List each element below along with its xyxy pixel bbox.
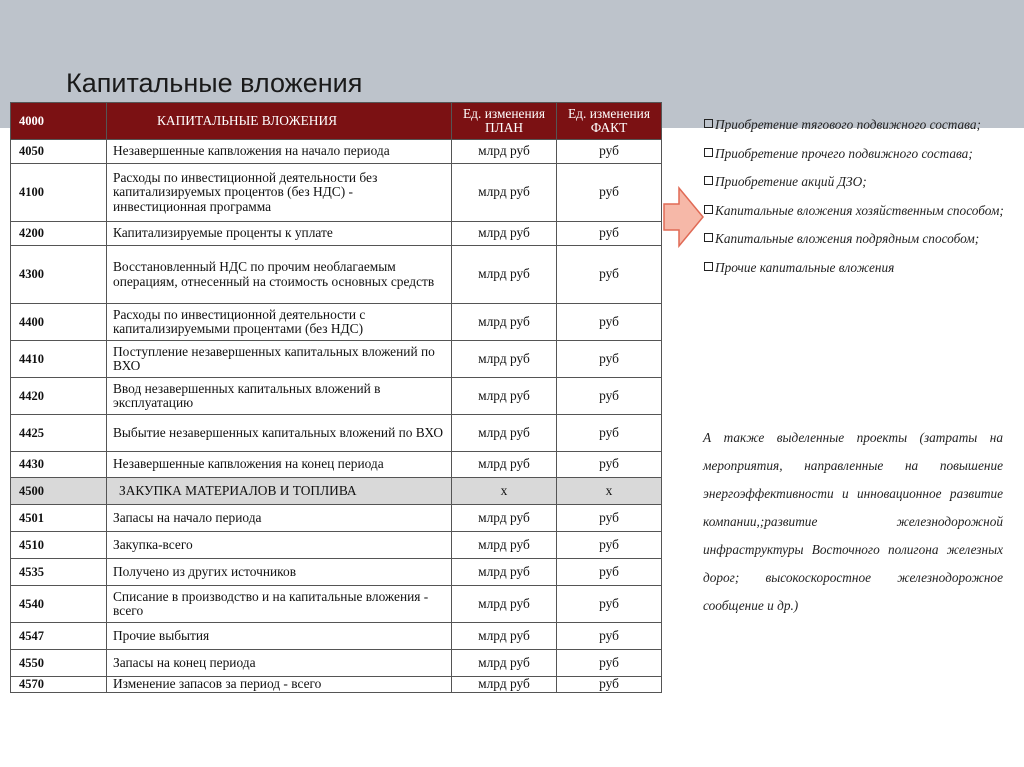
row-unit-plan: млрд руб xyxy=(452,623,557,650)
side-note: А также выделенные проекты (затраты на мероприятия, направленные на повышение энергоэффективности и инновационное развитие компании,;развитие железнодорожной инфраструктуры Восточного полигона железных дорог; высокоскоростное железнодорожное сообщение и др.) xyxy=(703,430,1003,613)
row-unit-fact: руб xyxy=(557,222,662,246)
row-name: Поступление незавершенных капитальных вложений по ВХО xyxy=(107,341,452,378)
row-code: 4400 xyxy=(11,304,107,341)
row-unit-plan: млрд руб xyxy=(452,222,557,246)
row-unit-fact: руб xyxy=(557,505,662,532)
table-row xyxy=(11,452,662,478)
table-row xyxy=(11,164,662,222)
row-unit-plan: млрд руб xyxy=(452,505,557,532)
row-code: 4500 xyxy=(11,478,107,505)
row-unit-fact: руб xyxy=(557,341,662,378)
table-row xyxy=(11,505,662,532)
row-unit-plan: млрд руб xyxy=(452,164,557,222)
row-code: 4420 xyxy=(11,378,107,415)
row-code: 4410 xyxy=(11,341,107,378)
header-name: КАПИТАЛЬНЫЕ ВЛОЖЕНИЯ xyxy=(107,103,452,140)
row-unit-plan: млрд руб xyxy=(452,415,557,452)
table-row xyxy=(11,650,662,677)
table-row xyxy=(11,677,662,693)
row-unit-fact: руб xyxy=(557,586,662,623)
row-unit-plan: млрд руб xyxy=(452,304,557,341)
side-list-item xyxy=(704,225,1004,254)
row-name: Изменение запасов за период - всего xyxy=(107,677,452,693)
checkbox-bullet-icon xyxy=(704,205,713,214)
side-list-text: Приобретение тягового подвижного состава; xyxy=(715,117,981,132)
checkbox-bullet-icon xyxy=(704,119,713,128)
table-row xyxy=(11,415,662,452)
side-list-item xyxy=(704,111,1004,140)
row-code: 4425 xyxy=(11,415,107,452)
checkbox-bullet-icon xyxy=(704,176,713,185)
row-unit-plan: млрд руб xyxy=(452,650,557,677)
row-code: 4535 xyxy=(11,559,107,586)
capex-categories-list xyxy=(704,111,1004,283)
row-name: Прочие выбытия xyxy=(107,623,452,650)
page-title: Капитальные вложения xyxy=(66,68,363,98)
capex-table xyxy=(10,102,662,693)
side-list-text: Приобретение прочего подвижного состава; xyxy=(715,145,973,161)
row-name: Списание в производство и на капитальные вложения - всего xyxy=(107,586,452,623)
row-unit-fact: руб xyxy=(557,532,662,559)
row-unit-fact: руб xyxy=(557,378,662,415)
row-unit-plan: млрд руб xyxy=(452,677,557,693)
row-unit-fact: руб xyxy=(557,559,662,586)
row-name: Незавершенные капвложения на начало периода xyxy=(107,140,452,164)
row-unit-plan: млрд руб xyxy=(452,559,557,586)
row-unit-plan: х xyxy=(452,478,557,505)
row-code: 4550 xyxy=(11,650,107,677)
row-unit-fact: руб xyxy=(557,164,662,222)
side-list-text: Прочие капитальные вложения xyxy=(715,259,895,275)
row-unit-fact: руб xyxy=(557,650,662,677)
row-code: 4050 xyxy=(11,140,107,164)
row-unit-plan: млрд руб xyxy=(452,532,557,559)
row-unit-fact: руб xyxy=(557,304,662,341)
row-code: 4570 xyxy=(11,677,107,693)
header-unit-fact: Ед. изменения ФАКТ xyxy=(557,103,662,140)
table-row xyxy=(11,623,662,650)
table-row xyxy=(11,559,662,586)
row-unit-plan: млрд руб xyxy=(452,140,557,164)
row-name: Капитализируемые проценты к уплате xyxy=(107,222,452,246)
table-row xyxy=(11,246,662,304)
row-unit-plan: млрд руб xyxy=(452,341,557,378)
row-name: Закупка-всего xyxy=(107,532,452,559)
table-row xyxy=(11,586,662,623)
row-unit-fact: х xyxy=(557,478,662,505)
checkbox-bullet-icon xyxy=(704,262,713,271)
row-unit-fact: руб xyxy=(557,246,662,304)
row-code: 4501 xyxy=(11,505,107,532)
row-unit-plan: млрд руб xyxy=(452,586,557,623)
side-list-text: Капитальные вложения хозяйственным способом; xyxy=(715,202,1004,218)
row-code: 4510 xyxy=(11,532,107,559)
row-code: 4200 xyxy=(11,222,107,246)
row-code: 4540 xyxy=(11,586,107,623)
table-row xyxy=(11,222,662,246)
side-list-item xyxy=(704,140,1004,169)
header-code: 4000 xyxy=(11,103,107,140)
table-row xyxy=(11,140,662,164)
row-code: 4547 xyxy=(11,623,107,650)
row-code: 4100 xyxy=(11,164,107,222)
row-name: Расходы по инвестиционной деятельности с капитализируемыми процентами (без НДС) xyxy=(107,304,452,341)
table-header-row xyxy=(11,103,662,140)
row-unit-fact: руб xyxy=(557,623,662,650)
row-unit-plan: млрд руб xyxy=(452,452,557,478)
side-list-item xyxy=(704,254,1004,283)
side-list-text: Капитальные вложения подрядным способом; xyxy=(715,231,980,247)
row-code: 4430 xyxy=(11,452,107,478)
row-name: Восстановленный НДС по прочим необлагаемым операциям, отнесенный на стоимость основных средств xyxy=(107,246,452,304)
side-list-text: Приобретение акций ДЗО; xyxy=(715,174,867,190)
row-name: Выбытие незавершенных капитальных вложений по ВХО xyxy=(107,415,452,452)
row-name: Ввод незавершенных капитальных вложений в эксплуатацию xyxy=(107,378,452,415)
row-name: Расходы по инвестиционной деятельности без капитализируемых процентов (без НДС) - инвестиционная программа xyxy=(107,164,452,222)
side-list-item xyxy=(704,168,1004,197)
row-unit-fact: руб xyxy=(557,415,662,452)
table-row xyxy=(11,532,662,559)
row-name: Незавершенные капвложения на конец периода xyxy=(107,452,452,478)
row-code: 4300 xyxy=(11,246,107,304)
table-row xyxy=(11,378,662,415)
table-row xyxy=(11,341,662,378)
row-unit-plan: млрд руб xyxy=(452,246,557,304)
checkbox-bullet-icon xyxy=(704,233,713,242)
row-name: Запасы на конец периода xyxy=(107,650,452,677)
side-list-item xyxy=(704,197,1004,226)
row-name: Получено из других источников xyxy=(107,559,452,586)
right-arrow-icon xyxy=(663,186,705,248)
checkbox-bullet-icon xyxy=(704,148,713,157)
row-unit-plan: млрд руб xyxy=(452,378,557,415)
table-row xyxy=(11,478,662,505)
row-name: ЗАКУПКА МАТЕРИАЛОВ И ТОПЛИВА xyxy=(107,478,452,505)
row-unit-fact: руб xyxy=(557,140,662,164)
row-unit-fact: руб xyxy=(557,452,662,478)
table-row xyxy=(11,304,662,341)
row-name: Запасы на начало периода xyxy=(107,505,452,532)
row-unit-fact: руб xyxy=(557,677,662,693)
header-unit-plan: Ед. изменения ПЛАН xyxy=(452,103,557,140)
